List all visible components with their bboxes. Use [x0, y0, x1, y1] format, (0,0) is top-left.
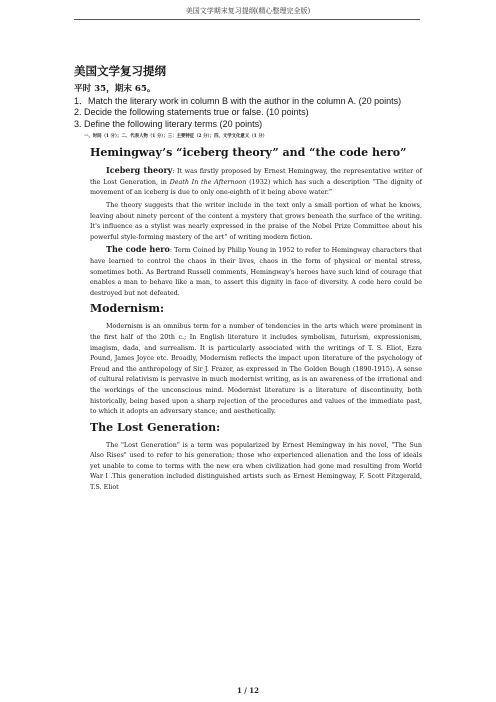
- lost-generation-paragraph: The "Lost Generation" is a term was popularized by Ernest Hemingway in his novel, "The Sun Also Rises" used to refer to his generation; those who experienced alienation and the loss of ideals yet unable to come to terms with the new era when civilization had gone mad resulting from World War I .This generation included distinguished artists such as Ernest Hemingway, F. Scott Fitzgerald, T.S. Eliot: [90, 440, 422, 492]
- page-number: 1 / 12: [236, 686, 260, 695]
- document-body: [74, 64, 422, 495]
- iceberg-term: Iceberg theory: [106, 165, 173, 176]
- iceberg-p1-b: (1932) which has such a description “The dignity of movement of an iceberg is due to only one-eighth of it being above water.”: [90, 177, 422, 197]
- iceberg-work-title: Death In the Afternoon: [169, 177, 247, 186]
- iceberg-section: [90, 145, 422, 298]
- header-text: 美国文学期末复习提纲(精心整理完全版): [185, 7, 311, 15]
- iceberg-heading: Hemingway’s “iceberg theory” and “the code hero”: [90, 146, 407, 160]
- lost-generation-section: [90, 420, 422, 493]
- code-hero-text: : Term Coined by Philip Young in 1952 to refer to Hemingway characters that have learned to control the chaos in their lives, chaos in the form of physical or mental stress, sometimes both. As Bertrand Russell comments, Hemingway’s heroes have such kind of courage that enables a man to behave like a man, to assert this dignity in face of diversity. A code hero could be destroyed but not defeated.: [90, 246, 423, 297]
- code-hero-paragraph: [90, 244, 422, 298]
- scoring-legend: 一、时间（1 分）；二、代表人物（1 分）；三：主要特征（2 分）；四、文学文化意义（1 分）: [84, 134, 267, 140]
- modernism-heading: Modernism:: [90, 302, 165, 316]
- requirement-1: 1．Match the literary work in column B with the author in the column A. (20 points): [74, 96, 402, 106]
- modernism-section: [90, 301, 422, 416]
- page-header: [0, 0, 496, 20]
- iceberg-paragraph-2: The theory suggests that the writer include in the text only a small portion of what he knows, leaving about ninety percent of the content a mystery that grows beneath the surface of the writing. It's influence as a stylist was nearly expressed in the praise of the Nobel Prize Committee about his powerful style-forming mastery of the art” of writing modern fiction.: [90, 201, 422, 241]
- score-line: 平时 35，期末 65。: [74, 84, 156, 94]
- modernism-paragraph: Modernism is an omnibus term for a number of tendencies in the arts which were prominent in the first half of the 20th c.; In English literature it includes symbolism, futurism, expressionism, imagism, dada, and surrealism. It is particularly associated with the writings of T. S. Eliot, Ezra Pound, James Joyce etc. Broadly, Modernism reflects the impact upon literature of the psychology of Freud and the anthropology of Sir J. Frazer, as expressed in The Golden Bough (1890-1915). A sense of cultural relativism is pervasive in much modernist writing, as is an awareness of the irrational and the workings of the unconscious mind. Modernist literature is a literature of discontinuity, both historically, being based upon a sharp rejection of the procedures and values of the immediate past, to which it adopts an adversary stance; and aesthetically.: [90, 322, 422, 416]
- requirement-3: 3. Define the following literary terms (20 points): [74, 118, 263, 129]
- requirement-2: 2. Decide the following statements true or false. (10 points): [74, 107, 309, 118]
- document-title: 美国文学复习提纲: [74, 64, 166, 78]
- header-rule: [74, 19, 420, 20]
- code-hero-term: The code hero: [106, 244, 170, 255]
- iceberg-paragraph-1: [90, 165, 422, 198]
- iceberg-p1-a: : It was firstly proposed by Ernest Hemingway, the representative writer of the Lost Generation, in: [90, 167, 423, 186]
- lost-generation-heading: The Lost Generation:: [90, 420, 221, 434]
